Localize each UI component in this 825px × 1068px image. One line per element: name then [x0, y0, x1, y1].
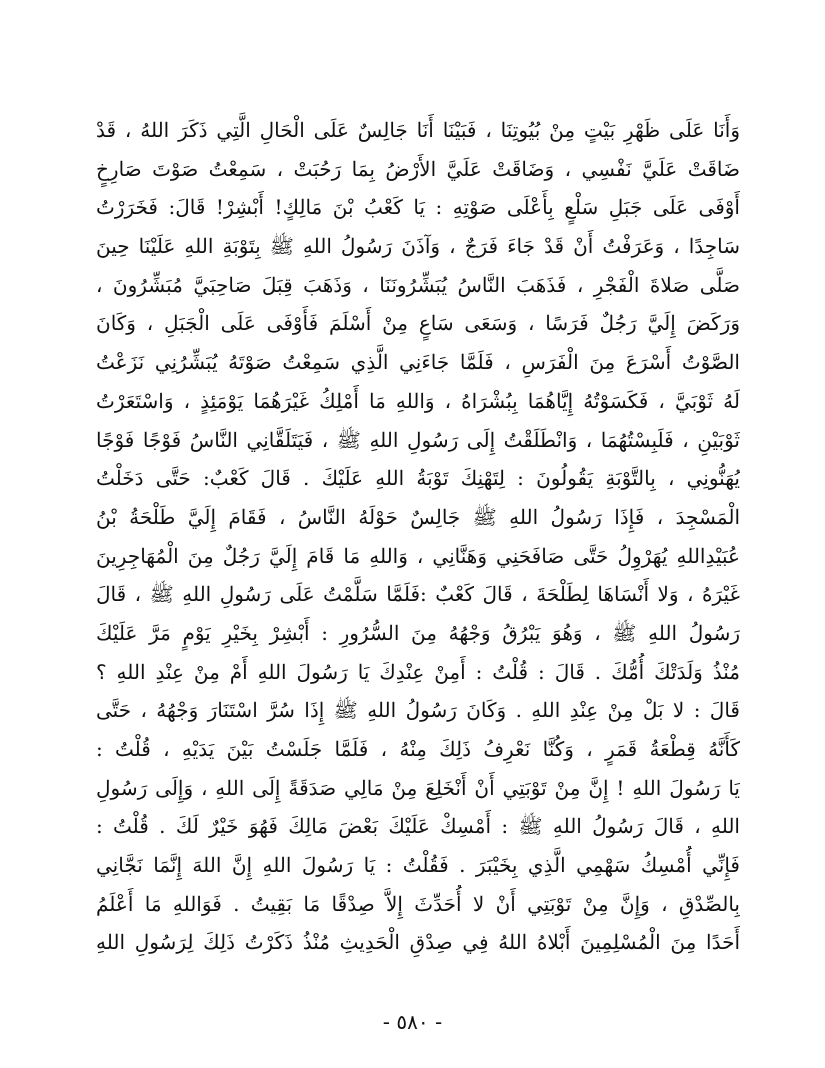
text-line-18: يَا رَسُولَ اللهِ ! إِنَّ مِنْ تَوْبَتِي أَنْ أَنْخَلِعَ مِنْ مَالِي صَدَقَةً إِلَى اللهِ ، وَإِلَى رَسُولِ: [96, 775, 740, 800]
text-line-7: الصَّوْتُ أَسْرَعَ مِنَ الْفَرَسِ ، فَلَمَّا جَاءَنِي الَّذِي سَمِعْتُ صَوْتَهُ يُبَشِّرُنِي نَزَعْتُ: [96, 350, 740, 375]
text-line-6: وَرَكَضَ إِلَيَّ رَجُلٌ فَرَسًا ، وَسَعَى سَاعٍ مِنْ أَسْلَمَ فَأَوْفَى عَلَى الْجَبَلِ ، وَكَانَ: [96, 311, 740, 336]
text-line-16: قَالَ : لا بَلْ مِنْ عِنْدِ اللهِ . وَكَانَ رَسُولُ اللهِ ﷺ إِذَا سُرَّ اسْتَنَارَ وَجْهُهُ ، حَتَّى: [96, 698, 740, 723]
text-line-4: سَاجِدًا ، وَعَرَفْتُ أَنْ قَدْ جَاءَ فَرَجٌ ، وَآذَنَ رَسُولُ اللهِ ﷺ بِتَوْبَةِ اللهِ عَلَيْنَا حِينَ: [96, 234, 740, 259]
text-line-22: أَحَدًا مِنَ الْمُسْلِمِينَ أَبْلاهُ اللهُ فِي صِدْقِ الْحَدِيثِ مُنْذُ ذَكَرْتُ ذَلِكَ لِرَسُولِ اللهِ: [96, 930, 740, 955]
text-line-21: بِالصِّدْقِ ، وَإِنَّ مِنْ تَوْبَتِي أَنْ لا أُحَدِّثَ إِلاَّ صِدْقًا مَا بَقِيتُ . فَوَاللهِ مَا أَعْلَمُ: [96, 891, 740, 916]
text-line-15: مُنْذُ وَلَدَتْكَ أُمُّكَ . قَالَ : قُلْتُ : أَمِنْ عِنْدِكَ يَا رَسُولَ اللهِ أَمْ مِنْ عِنْدِ اللهِ ؟: [96, 659, 740, 684]
text-line-20: فَإِنِّي أُمْسِكُ سَهْمِي الَّذِي بِخَيْبَرَ . فَقُلْتُ : يَا رَسُولَ اللهِ إِنَّ اللهَ إِنَّمَا نَجَّانِي: [96, 853, 740, 878]
text-line-5: صَلَّى صَلاةَ الْفَجْرِ ، فَذَهَبَ النَّاسُ يُبَشِّرُونَنَا ، وَذَهَبَ قِبَلَ صَاحِبَيَّ مُبَشِّرُونَ ،: [96, 272, 740, 297]
text-line-14: رَسُولُ اللهِ ﷺ ، وَهُوَ يَبْرُقُ وَجْهُهُ مِنَ السُّرُورِ : أَبْشِرْ بِخَيْرِ يَوْمٍ مَرَّ عَلَيْكَ: [96, 620, 740, 645]
text-line-10: يُهَنُّونِي ، بِالتَّوْبَةِ يَقُولُونَ : لِتَهْنِكَ تَوْبَةُ اللهِ عَلَيْكَ . قَالَ كَعْبٌ: حَتَّى دَخَلْتُ: [96, 466, 740, 491]
text-line-19: اللهِ ، قَالَ رَسُولُ اللهِ ﷺ : أَمْسِكْ عَلَيْكَ بَعْضَ مَالِكَ فَهُوَ خَيْرٌ لَكَ . قُلْتُ :: [96, 814, 740, 839]
text-line-11: الْمَسْجِدَ ، فَإِذَا رَسُولُ اللهِ ﷺ جَالِسٌ حَوْلَهُ النَّاسُ ، فَقَامَ إِلَيَّ طَلْحَةُ بْنُ: [96, 504, 740, 529]
body-text: [96, 111, 740, 962]
text-line-2: ضَاقَتْ عَلَيَّ نَفْسِي ، وَضَاقَتْ عَلَيَّ الأَرْضُ بِمَا رَحُبَتْ ، سَمِعْتُ صَوْتَ صَارِخٍ: [96, 156, 740, 181]
text-line-13: غَيْرَهُ ، وَلا أَنْسَاهَا لِطَلْحَةَ ، قَالَ كَعْبٌ :فَلَمَّا سَلَّمْتُ عَلَى رَسُولِ اللهِ ﷺ ، قَالَ: [96, 582, 740, 607]
text-line-17: كَأَنَّهُ قِطْعَةُ قَمَرٍ ، وَكُنَّا نَعْرِفُ ذَلِكَ مِنْهُ ، فَلَمَّا جَلَسْتُ بَيْنَ يَدَيْهِ ، قُلْتُ :: [96, 737, 740, 761]
text-line-1: وَأَنَا عَلَى ظَهْرِ بَيْتٍ مِنْ بُيُوتِنَا ، فَبَيْنَا أَنَا جَالِسٌ عَلَى الْحَالِ الَّتِي ذَكَرَ اللهُ ، قَدْ: [96, 118, 740, 142]
page-number: - ٥٨٠ -: [382, 1010, 443, 1034]
text-line-12: عُبَيْدِاللهِ يُهَرْوِلُ حَتَّى صَافَحَنِي وَهَنَّانِي ، وَاللهِ مَا قَامَ إِلَيَّ رَجُلٌ مِنَ الْمُهَاجِرِينَ: [96, 543, 740, 568]
text-line-8: لَهُ ثَوْبَيَّ ، فَكَسَوْتُهُ إِيَّاهُمَا بِبُشْرَاهُ ، وَاللهِ مَا أَمْلِكُ غَيْرَهُمَا يَوْمَئِذٍ ، وَاسْتَعَرْتُ: [96, 388, 740, 413]
text-line-3: أَوْفَى عَلَى جَبَلِ سَلْعٍ بِأَعْلَى صَوْتِهِ : يَا كَعْبُ بْنَ مَالِكٍ! أَبْشِرْ! قَالَ: فَخَرَرْتُ: [96, 195, 740, 220]
text-line-9: ثَوْبَيْنِ ، فَلَبِسْتُهُمَا ، وَانْطَلَقْتُ إِلَى رَسُولِ اللهِ ﷺ ، فَيَتَلَقَّانِي النَّاسُ فَوْجًا فَوْجًا: [96, 427, 740, 452]
